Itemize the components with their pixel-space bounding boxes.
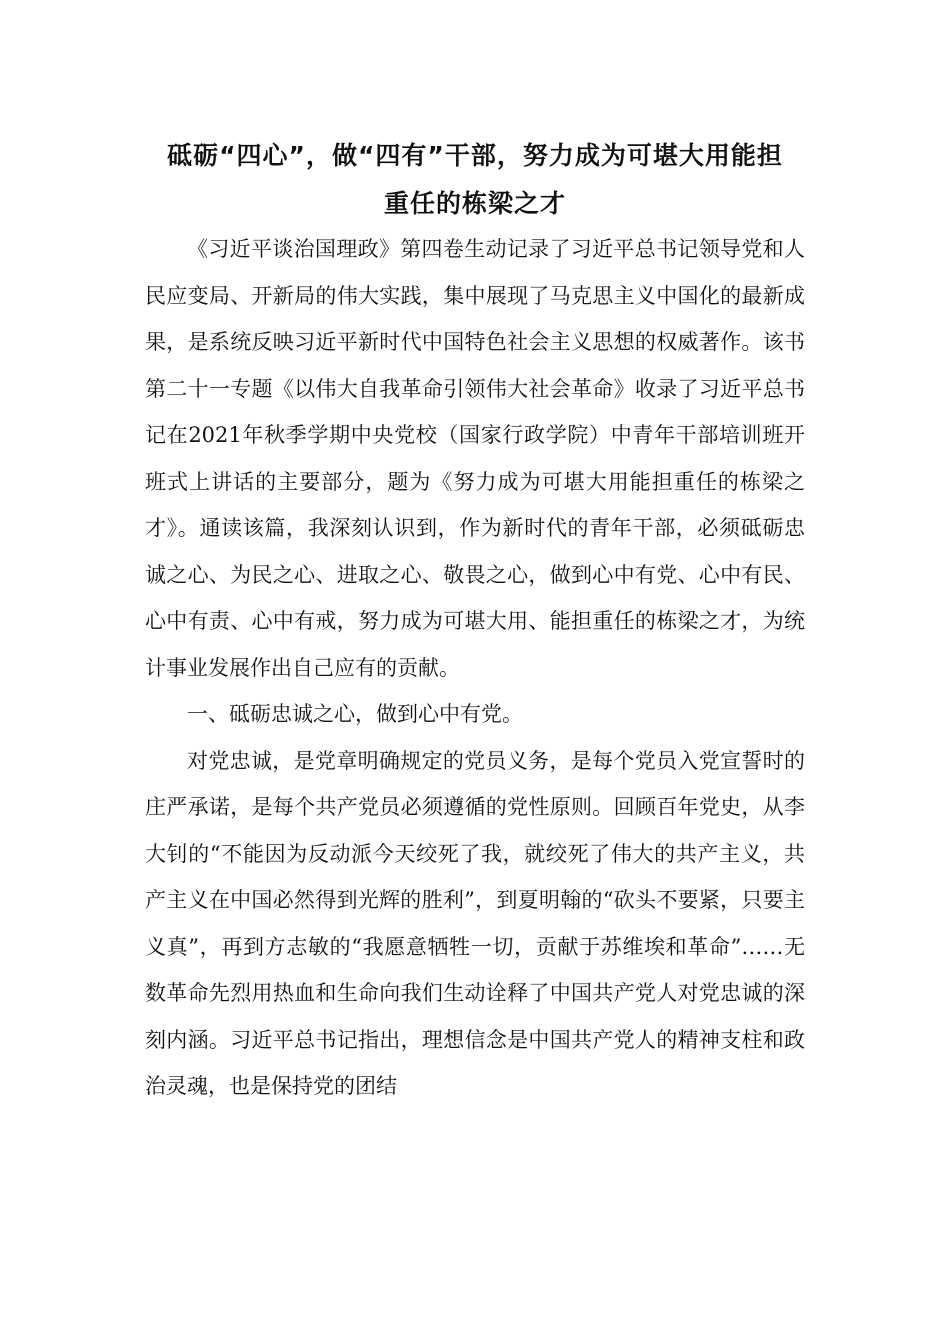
document-body <box>145 226 805 1110</box>
section-heading: 一、砥砺忠诚之心，做到心中有党。 <box>187 702 523 726</box>
intro-paragraph: 《习近平谈治国理政》第四卷生动记录了习近平总书记领导党和人民应变局、开新局的伟大实践，集中展现了马克思主义中国化的最新成果，是系统反映习近平新时代中国特色社会主义思想的权威著作。该书第二十一专题《以伟大自我革命引领伟大社会革命》收录了习近平总书记在2021年秋季学期中央党校（国家行政学院）中青年干部培训班开班式上讲话的主要部分，题为《努力成为可堪大用能担重任的栋梁之才》。通读该篇，我深刻认识到，作为新时代的青年干部，必须砥砺忠诚之心、为民之心、进取之心、敬畏之心，做到心中有党、心中有民、心中有责、心中有戒，努力成为可堪大用、能担重任的栋梁之才，为统计事业发展作出自己应有的贡献。 <box>145 237 805 680</box>
document-title-line-2: 重任的栋梁之才 <box>383 189 566 218</box>
document-title-line-1: 砥砺“四心”，做“四有”干部，努力成为可堪大用能担 <box>167 141 783 170</box>
section-paragraph: 对党忠诚，是党章明确规定的党员义务，是每个党员入党宣誓时的庄严承诺，是每个共产党员必须遵循的党性原则。回顾百年党史，从李大钊的“不能因为反动派今天绞死了我，就绞死了伟大的共产主义，共产主义在中国必然得到光辉的胜利”，到夏明翰的“砍头不要紧，只要主义真”，再到方志敏的“我愿意牺牲一切，贡献于苏维埃和革命”……无数革命先烈用热血和生命向我们生动诠释了中国共产党人对党忠诚的深刻内涵。习近平总书记指出，理想信念是中国共产党人的精神支柱和政治灵魂，也是保持党的团结 <box>145 748 805 1098</box>
